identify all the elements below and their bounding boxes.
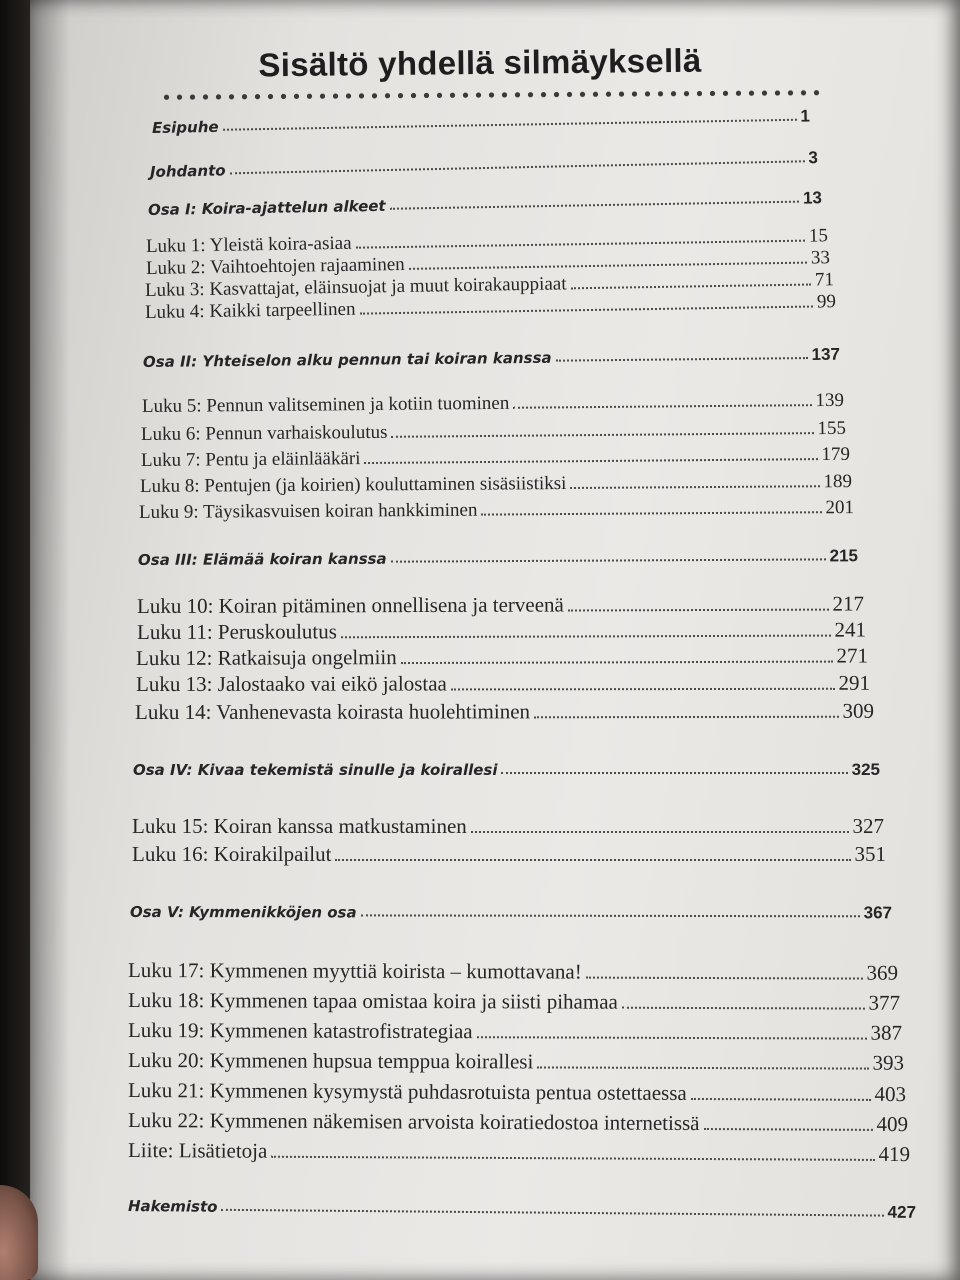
page-number: 271 [836,643,869,668]
page-number: 403 [874,1081,907,1107]
toc-part-entry [150,148,818,182]
dot-leader [223,119,797,131]
toc-chapter-entry [141,444,850,472]
toc-chapter-entry [132,814,884,839]
dot-leader [501,772,847,774]
toc-part-entry [148,188,822,220]
page-number: 13 [802,188,823,208]
entry-title: Luku 16: Koirakilpailut [132,842,332,866]
dot-leader [361,914,860,917]
entry-title: Luku 21: Kymmenen kysymystä puhdasrotuista pentua ostettaessa [127,1078,687,1105]
dot-leader [513,404,811,409]
toc-chapter-entry [128,1018,902,1046]
page-number: 325 [851,760,880,779]
dot-leader [360,306,813,315]
page-number: 369 [866,960,899,985]
entry-title: Johdanto [149,161,226,181]
page-number: 367 [863,903,893,923]
toc-chapter-entry [128,1078,906,1107]
toc-chapter-entry [128,1108,908,1137]
toc-chapter-entry [136,671,870,697]
toc-chapter-entry [137,617,866,645]
entry-title: Osa I: Koira-ajattelun alkeet [147,196,386,219]
page-number: 33 [810,247,831,269]
dot-leader [335,859,850,861]
dot-leader [537,1066,868,1069]
toc-chapter-entry [132,842,886,867]
toc-chapter-entry [139,497,854,524]
entry-title: Luku 14: Vanhenevasta koirasta huolehtiminen [134,699,531,724]
page-number: 71 [814,269,835,291]
dot-leader [471,831,849,833]
entry-title: Luku 4: Kaikki tarpeellinen [144,298,356,323]
page-number: 241 [834,617,867,642]
entry-title: Luku 15: Koiran kanssa matkustaminen [132,814,467,838]
page-number: 387 [870,1020,903,1045]
entry-title: Luku 11: Peruskoulutus [136,619,337,644]
entry-title: Luku 17: Kymmenen myyttiä koirista – kumottavana! [127,958,582,984]
dot-leader [586,977,863,980]
page-number: 201 [825,497,855,519]
page-number: 1 [800,106,811,126]
toc-part-entry [128,1196,916,1223]
dot-leader [570,485,819,489]
entry-title: Luku 18: Kymmenen tapaa omistaa koira ja siisti pihamaa [127,988,618,1014]
page-number: 291 [838,670,871,695]
dot-leader [571,284,811,290]
page-number: 409 [876,1111,909,1137]
dot-leader [341,635,831,639]
entry-title: Liite: Lisätietoja [127,1138,268,1163]
toc-chapter-entry [142,390,844,418]
toc-chapter-entry [128,1138,910,1167]
entry-title: Luku 19: Kymmenen katastrofistrategiaa [127,1018,473,1044]
page-number: 155 [817,417,847,440]
entry-title: Luku 13: Jalostaako vai eikö jalostaa [135,671,447,696]
dot-leader [534,716,838,719]
entry-title: Osa IV: Kivaa tekemistä sinulle ja koirallesi [133,761,498,779]
dot-leader [691,1098,871,1101]
entry-title: Osa V: Kymmenikköjen osa [129,903,357,922]
entry-title: Luku 8: Pentujen (ja koirien) kouluttaminen sisäsiistiksi [139,473,567,497]
page-number: 99 [816,291,837,313]
page-number: 309 [842,698,875,723]
toc-part-entry [133,760,880,780]
entry-title: Luku 10: Koiran pitäminen onnellisena ja terveenä [136,592,564,618]
dot-leader [622,1007,865,1010]
entry-title: Luku 3: Kasvattajat, eläinsuojat ja muut koirakauppiaat [144,273,567,301]
toc-chapter-entry [136,643,868,671]
page-number: 419 [878,1141,911,1167]
toc-part-entry [130,902,892,923]
toc-chapter-entry [135,699,874,725]
dot-leader [221,1209,883,1217]
page-number: 189 [823,471,853,493]
dot-leader [568,609,829,612]
dot-leader [401,661,833,665]
dot-leader [365,458,818,464]
dot-leader [391,558,826,562]
dot-leader [230,160,805,174]
entry-title: Hakemisto [127,1197,218,1216]
entry-title: Osa III: Elämää koiran kanssa [137,549,387,569]
page-number: 139 [815,389,845,412]
dot-leader [556,357,808,362]
toc-chapter-entry [137,591,864,619]
entry-title: Luku 2: Vaihtoehtojen rajaaminen [145,253,405,279]
page-number: 393 [872,1050,905,1075]
page-number: 351 [854,842,886,866]
dot-leader [409,262,807,270]
toc-chapter-entry [128,1048,904,1076]
dot-leader [356,240,805,249]
dot-leader [391,432,813,438]
page-number: 377 [868,990,901,1015]
toc-part-entry [143,345,840,372]
toc-chapter-entry [140,471,852,498]
page-number: 427 [887,1202,917,1222]
dot-leader [477,1036,867,1039]
entry-title: Luku 1: Yleistä koira-asiaa [145,232,352,257]
page-number: 179 [821,443,851,466]
page-number: 137 [811,344,841,364]
dot-leader [390,201,799,210]
page-number: 327 [852,814,884,838]
entry-title: Esipuhe [151,117,219,137]
entry-title: Luku 6: Pennun varhaiskoulutus [140,421,388,445]
toc-chapter-entry [128,958,898,986]
page-number: 215 [829,546,859,566]
toc-part-entry [138,546,858,570]
page-number: 15 [808,225,829,247]
entry-title: Luku 12: Ratkaisuja ongelmiin [135,645,397,670]
entry-title: Osa II: Yhteiselon alku pennun tai koiran kanssa [142,348,552,371]
dot-leader [271,1156,874,1161]
entry-title: Luku 7: Pentu ja eläinlääkäri [140,448,361,471]
toc-part-entry [152,107,810,138]
page-number: 3 [808,148,819,168]
toc-chapter-entry [128,988,900,1016]
entry-title: Luku 5: Pennun valitseminen ja kotiin tuominen [141,392,510,417]
page-number: 217 [832,591,865,616]
dot-leader [481,511,821,515]
page-title: Sisältö yhdellä silmäyksellä [258,41,702,84]
toc-chapter-entry [141,418,846,446]
entry-title: Luku 22: Kymmenen näkemisen arvoista koiratiedostoa internetissä [127,1108,700,1135]
entry-title: Luku 20: Kymmenen hupsua temppua koirallesi [127,1048,534,1074]
dot-leader [703,1128,872,1131]
dot-leader [451,688,835,691]
entry-title: Luku 9: Täysikasvuisen koiran hankkiminen [138,499,478,523]
